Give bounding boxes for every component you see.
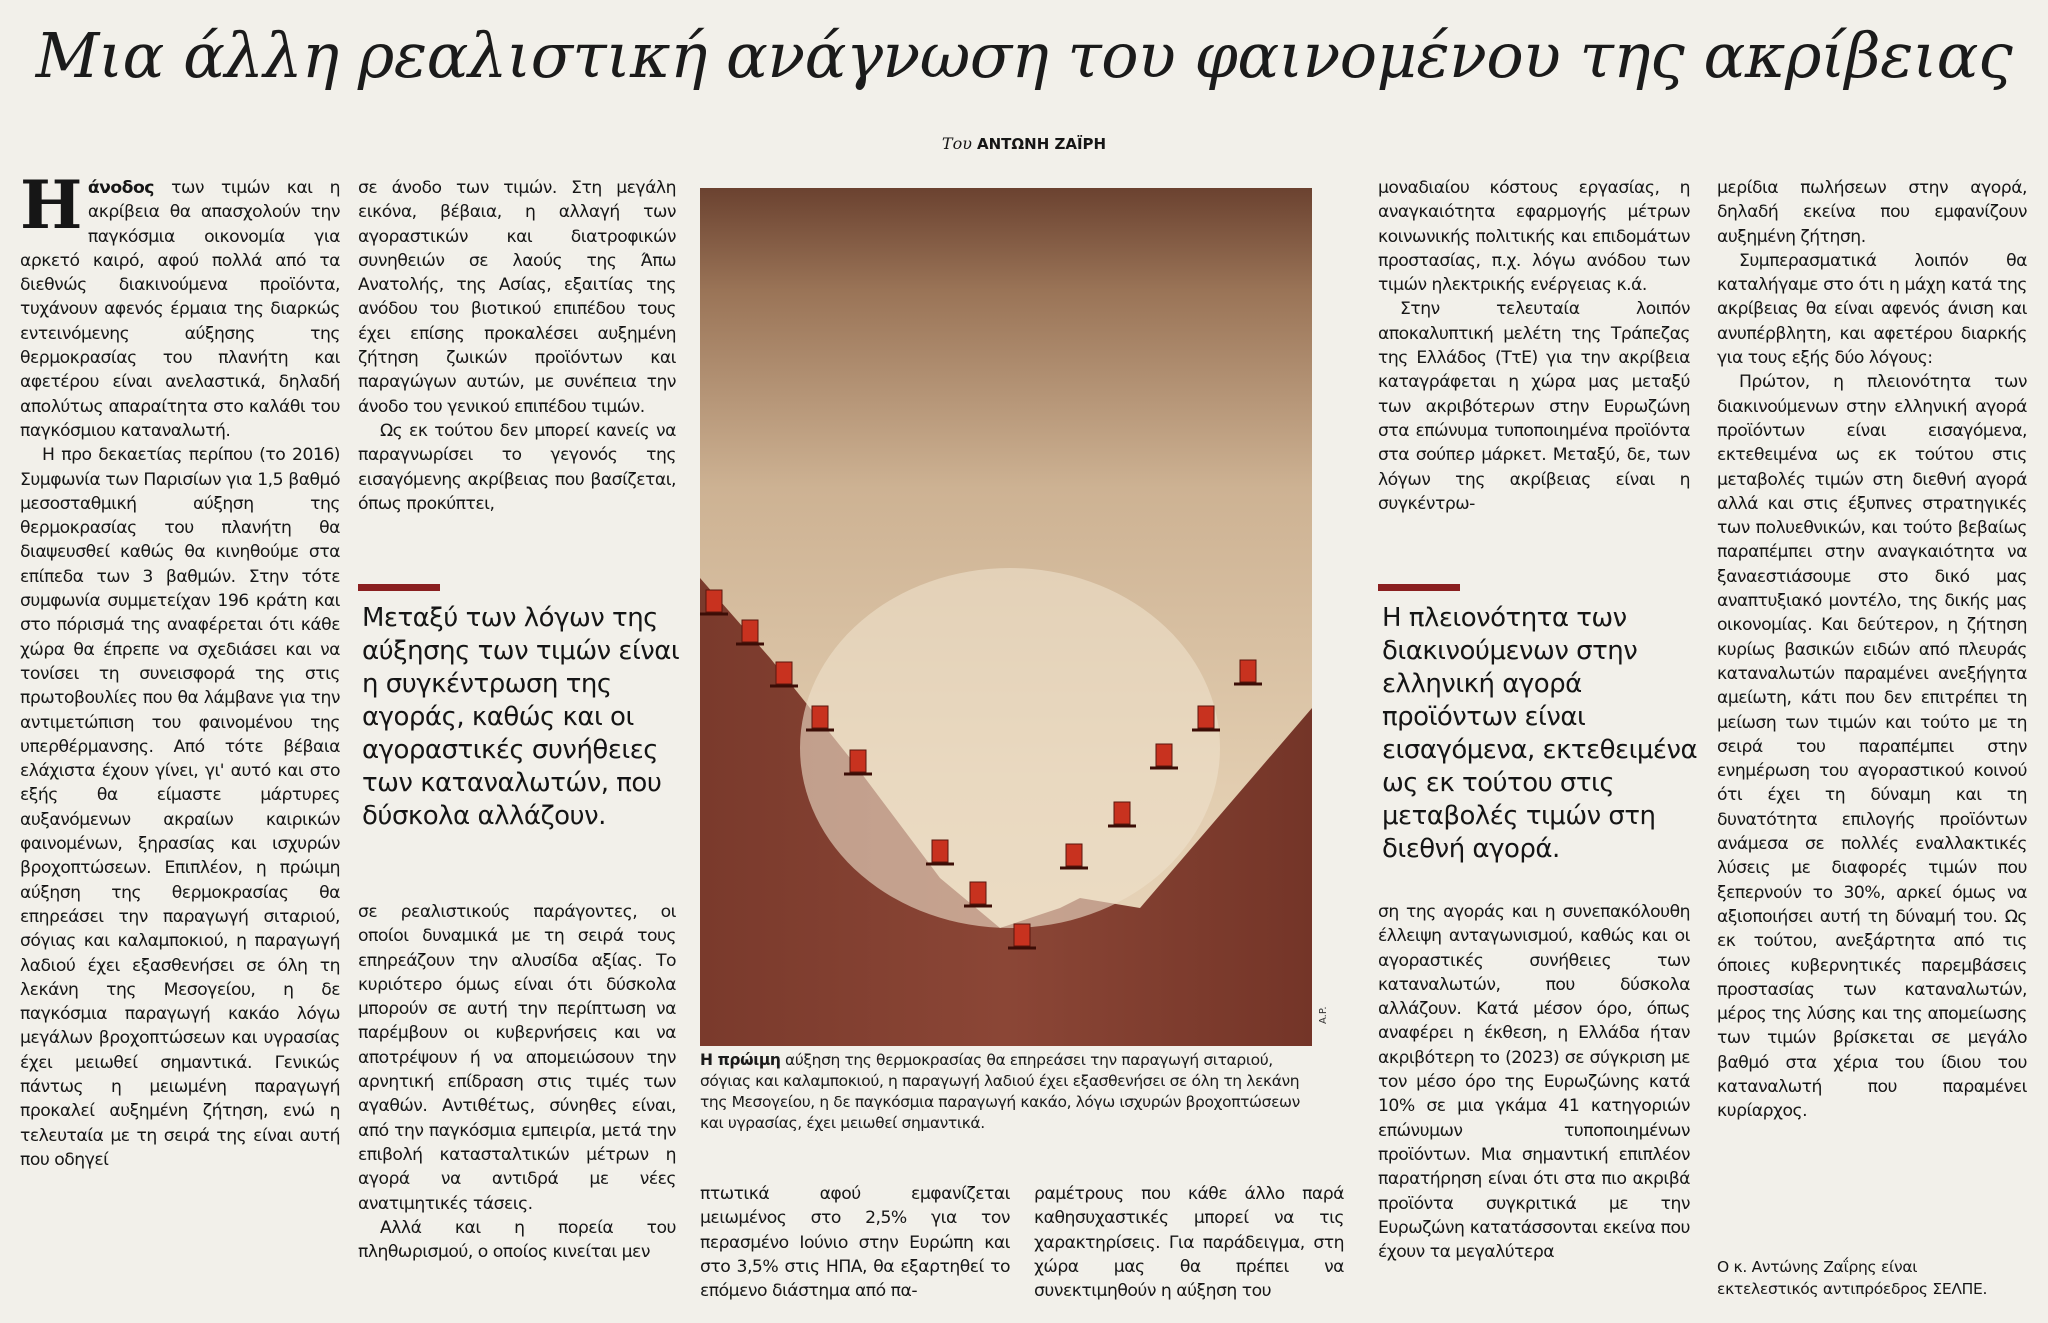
paragraph: ραμέτρους που κάθε άλλο παρά καθησυχαστικές μπορεί να τις χαρακτηρίσεις. Για παράδειγμα, στη χώρα μας θα πρέπει να συνεκτιμηθούν η αύξηση του — [1034, 1184, 1344, 1302]
column-4-bottom — [1034, 1182, 1344, 1302]
paragraph: σε άνοδο των τιμών. Στη μεγάλη εικόνα, βέβαια, η αλλαγή των αγοραστικών και διατροφικών συνηθειών σε λαούς της Άπω Ανατολής, της Ασίας, εξαιτίας της ανόδου του βιοτικού επιπέδου τους έχει επίσης προκαλέσει αυξημένη ζήτηση ζωικών προϊόντων και παραγώγων αυτών, με συνέπεια την άνοδο του γενικού επιπέδου τιμών. — [358, 178, 676, 417]
column-1 — [20, 166, 340, 1296]
headline: Μια άλλη ρεαλιστική ανάγνωση του φαινομένου της ακρίβειας — [35, 19, 2013, 92]
paragraph: Στην τελευταία λοιπόν αποκαλυπτική μελέτη της Τράπεζας της Ελλάδος (ΤτΕ) για την ακρίβεια καταγράφεται η χώρα μας μεταξύ των ακριβότερων στην Ευρωζώνη στα επώνυμα τυποποιημένα προϊόντα στα σούπερ μάρκετ. Μεταξύ, δε, των λόγων της ακρίβειας είναι η συγκέντρω- — [1378, 299, 1690, 514]
author-bio: Ο κ. Αντώνης Ζαΐρης είναι εκτελεστικός αντιπρόεδρος ΣΕΛΠΕ. — [1717, 1258, 1988, 1298]
pull-quote-bar — [358, 584, 440, 591]
paragraph: Η προ δεκαετίας περίπου (το 2016) Συμφωνία των Παρισίων για 1,5 βαθμό μεσοσταθμική αύξηση της θερμοκρασίας του πλανήτη θα διαψευσθεί καθώς θα κινηθούμε στα επίπεδα των 3 βαθμών. Στην τότε συμφωνία συμμετείχαν 196 κράτη και στο πόρισμά της αναφέρεται ότι κάθε χώρα θα έπρεπε να σχεδιάσει και να τονίσει τη συνεισφορά της στις πρωτοβουλίες που θα λάμβανε για την αντιμετώπιση του φαινομένου της υπερθέρμανσης. Από τότε βέβαια ελάχιστα έχουν γίνει, γι' αυτό και στο εξής θα είμαστε μάρτυρες αυξανόμενων ακραίων καιρικών φαινομένων, ξηρασίας και ισχυρών βροχοπτώσεων. Επιπλέον, η πρώιμη αύξηση της θερμοκρασίας θα επηρεάσει την παραγωγή σιταριού, σόγιας και καλαμποκιού, η παραγωγή λαδιού έχει εξασθενήσει σε όλη τη λεκάνη της Μεσογείου, η δε παγκόσμια παραγωγή κακάο λόγω μεγάλων βροχοπτώσεων και υγρασίας έχει μειωθεί σημαντικά. Γενικώς πάντως η μειωμένη παραγωγή προκαλεί αυξημένη ζήτηση, ενώ η τελευταία με τη σειρά της είναι αυτή που οδηγεί — [20, 445, 340, 1170]
paragraph: ση της αγοράς και η συνεπακόλουθη έλλειψη ανταγωνισμού, καθώς και οι αγοραστικές συνήθειες των καταναλωτών, που δύσκολα αλλάζουν. Κατά μέσον όρο, όπως αναφέρει η έκθεση, η Ελλάδα ήταν ακριβότερη το (2023) σε σύγκριση με τον μέσο όρο της Ευρωζώνης κατά 10% σε μια γκάμα 41 κατηγοριών επώνυμων τυποποιημένων προϊόντων. Μια σημαντική επιπλέον παρατήρηση είναι ότι στα πιο ακριβά προϊόντα συγκριτικά με την Ευρωζώνη κατατάσσονται εκείνα που έχουν τα μεγαλύτερα — [1378, 902, 1690, 1263]
paragraph: Ως εκ τούτου δεν μπορεί κανείς να παραγνωρίσει το γεγονός της εισαγόμενης ακρίβειας που βασίζεται, όπως προκύπτει, — [358, 420, 676, 514]
byline-author: ΑΝΤΩΝΗ ΖΑΪΡΗ — [977, 135, 1107, 153]
photo-credit: A.P. — [1318, 1006, 1329, 1024]
lead-word: άνοδος — [87, 178, 154, 198]
harvest-photo — [700, 188, 1312, 1046]
caption-text: αύξηση της θερμοκρασίας θα επηρεάσει την παραγωγή σιταριού, σόγιας και καλαμποκιού, η παραγωγή λαδιού έχει εξασθενήσει σε όλη τη λεκάνη της Μεσογείου, η δε παγκόσμια παραγωγή κακάο, λόγω ισχυρών βροχοπτώσεων και υγρασίας, έχει μειωθεί σημαντικά. — [700, 1051, 1300, 1132]
photo-caption — [700, 1050, 1320, 1134]
paragraph: Αλλά και η πορεία του πληθωρισμού, ο οποίος κινείται μεν — [358, 1217, 676, 1263]
paragraph — [20, 166, 340, 443]
paragraph: μοναδιαίου κόστους εργασίας, η αναγκαιότητα εφαρμογής μέτρων κοινωνικής πολιτικής και επιδομάτων προστασίας, π.χ. λόγω ανόδου των τιμών ηλεκτρικής ενέργειας κ.ά. — [1378, 178, 1690, 296]
column-6 — [1717, 176, 2027, 1246]
byline-prefix: Του — [941, 134, 972, 153]
caption-lead: Η πρώιμη — [700, 1051, 781, 1069]
paragraph: Συμπερασματικά λοιπόν θα καταλήγαμε στο ότι η μάχη κατά της ακρίβειας θα είναι αφενός άνιση και ανυπέρβλητη, και αφετέρου διαρκής για τους εξής δύο λόγους: — [1717, 250, 2027, 369]
paragraph-text: των τιμών και η ακρίβεια θα απασχολούν την παγκόσμια οικονομία για αρκετό καιρό, αφού πολλά από τα διεθνώς διακινούμενα προϊόντα, τυχάνουν αφενός έρμαια της διαρκώς εντεινόμενης αύξησης της θερμοκρασίας του πλανήτη και αφετέρου είναι ανελαστικά, δηλαδή απολύτως απαραίτητα στο καλάθι του παγκόσμιου καταναλωτή. — [20, 178, 340, 441]
paragraph: σε ρεαλιστικούς παράγοντες, οι οποίοι δυναμικά με τη σειρά τους επηρεάζουν την αλυσίδα αξίας. Το κυριότερο όμως είναι ότι δύσκολα μπορούν σε αυτή την περίπτωση να παρέμβουν οι κυβερνήσεις και να αποτρέψουν ή να απομειώσουν την αρνητική επίδραση στις τιμές των αγαθών. Αντιθέτως, σύνηθες είναι, από την παγκόσμια εμπειρία, μετά την επιβολή κατασταλτικών μέτρων η αγορά να αντιδρά με νέες ανατιμητικές τάσεις. — [358, 902, 676, 1214]
column-3-bottom — [700, 1182, 1010, 1302]
harvest-illustration — [700, 188, 1312, 1046]
paragraph: Πρώτον, η πλειονότητα των διακινούμενων στην ελληνική αγορά προϊόντων είναι εισαγόμενα, εκτεθειμένα ως εκ τούτου στις μεταβολές τιμών στη διεθνή αγορά αλλά και στις έξυπνες στρατηγικές των πολυεθνικών, και τούτο βεβαίως παραπέμπει στην αναγκαιότητα να ξαναεστιάσουμε στο δικό μας αναπτυξιακό μοντέλο, της δικής μας οικονομίας. Και δεύτερον, η ζήτηση κυρίως βασικών ειδών από πλευράς καταναλωτών παραμένει ανεξήγητα αμείωτη, κάτι που δεν επιτρέπει τη μείωση των τιμών και τούτο με τη σειρά του παραπέμπει στην ενημέρωση του αγοραστικού κοινού ότι έχει τη δύναμη και τη δυνατότητα επιλογής προϊόντων ανάμεσα σε πολλές εναλλακτικές λύσεις με διαφορές τιμών που ξεπερνούν το 30%, αρκεί όμως να αξιοποιήσει αυτή τη δύναμή του. Ως εκ τούτου, ανεξάρτητα από τις όποιες κυβερνητικές παρεμβάσεις προστασίας των καταναλωτών, μέρος της λύσης και της απομείωσης των τιμών βρίσκεται σε μεγάλο βαθμό στα χέρια του ίδιου του καταναλωτή που παραμένει κυρίαρχος. — [1717, 372, 2027, 1122]
column-5-bottom — [1378, 900, 1690, 1300]
pull-quote-right: Η πλειονότητα των διακινούμενων στην ελληνική αγορά προϊόντων είναι εισαγόμενα, εκτεθειμένα ως εκ τούτου στις μεταβολές τιμών στη διεθνή αγορά. — [1382, 603, 1698, 864]
drop-cap: Η — [20, 166, 82, 244]
paragraph: μερίδια πωλήσεων στην αγορά, δηλαδή εκείνα που εμφανίζουν αυξημένη ζήτηση. — [1717, 178, 2027, 247]
pull-quote-left: Μεταξύ των λόγων της αύξησης των τιμών είναι η συγκέντρωση της αγοράς, καθώς και οι αγοραστικές συνήθειες των καταναλωτών, που δύσκολα αλλάζουν. — [362, 603, 680, 831]
column-5-top — [1378, 176, 1690, 556]
column-2-top — [358, 176, 676, 556]
byline — [0, 134, 2048, 153]
column-2-bottom — [358, 900, 676, 1300]
paragraph: πτωτικά αφού εμφανίζεται μειωμένος στο 2,5% για τον περασμένο Ιούνιο στην Ευρώπη και στο 3,5% στις ΗΠΑ, θα εξαρτηθεί το επόμενο διάστημα από πα- — [700, 1184, 1010, 1302]
pull-quote-bar — [1378, 584, 1460, 591]
